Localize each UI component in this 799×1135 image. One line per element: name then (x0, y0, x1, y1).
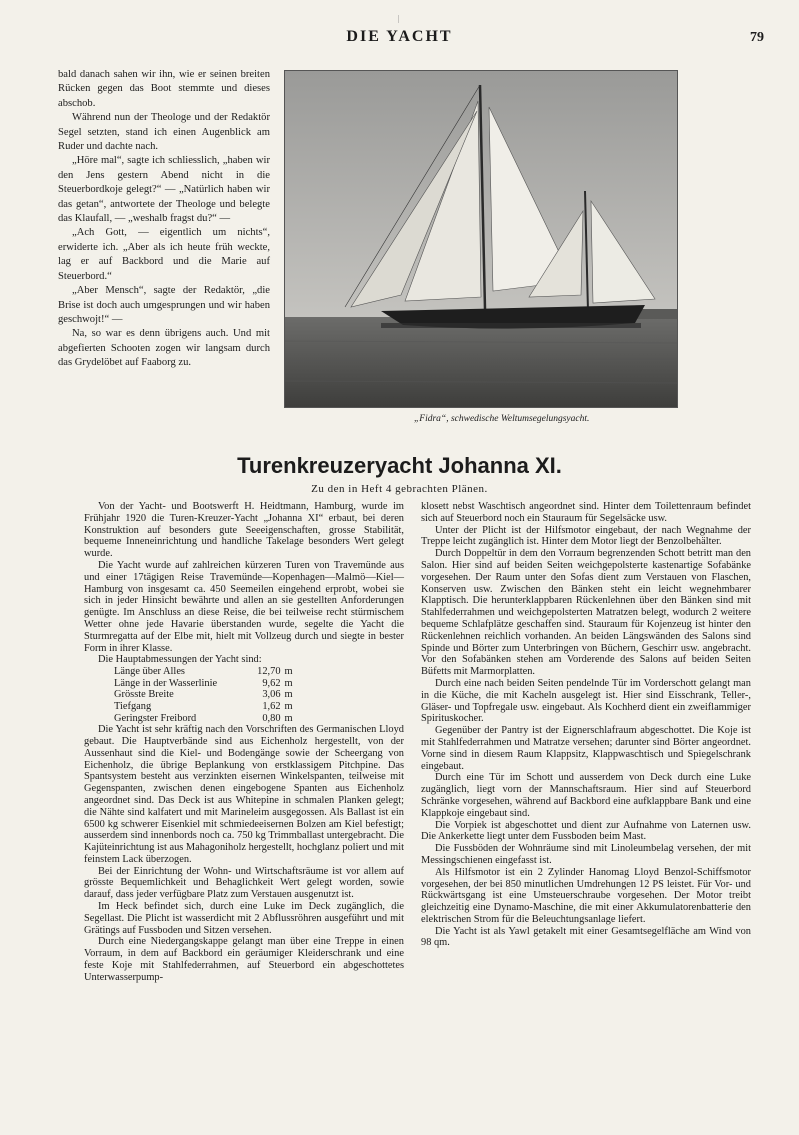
article-paragraph: Die Yacht ist als Yawl getakelt mit einer Gesamtsegelfläche am Wind von 98 qm. (421, 925, 751, 949)
dimension-label: Geringster Freibord (114, 712, 197, 724)
story-paragraph: „Aber Mensch“, sagte der Redaktör, „die Brise ist doch auch umgesprungen und wir haben geschwojt!“ — (58, 285, 270, 325)
yacht-photo (284, 70, 678, 408)
dimension-unit: m (284, 712, 293, 724)
yacht-photo-illustration (285, 71, 677, 407)
article-paragraph: Als Hilfsmotor ist ein 2 Zylinder Hanomag Lloyd Benzol-Schiffsmotor vorgesehen, der bei 850 minutlichen Umdrehungen 12 PS leistet. Für Vor- und Rückwärtsgang ist eine Umsteuerschraube vorgesehen. Der Motor treibt gleichzeitig eine Dynamo-Maschine, die mit einer Akkumulatorenbatterie den elektrischen Strom für die Beleuchtungsanlage liefert. (421, 866, 751, 925)
article-paragraph: Die Yacht wurde auf zahlreichen kürzeren Turen von Travemünde aus und einer 17tägigen Reise Travemünde—Kopenhagen—Malmö—Kiel—Hamburg von insgesamt ca. 450 Seemeilen eingehend erprobt, wobei sie sich in jeder Hinsicht bewährte und allen an sie gestellten Anforderungen genügte. Im Anschluss an diese Reise, die bei teilweise recht stürmischem Wetter ohne jede Havarie überstanden wurde, segelte die Yacht die Sturmregatta auf der Elbe mit, hielt mit Vollzeug durch und siegte in bester Form in ihrer Klasse. (84, 559, 404, 654)
page-number: 79 (750, 30, 764, 45)
dimension-label: Grösste Breite (114, 689, 174, 701)
table-row (114, 701, 293, 713)
article-paragraph: Gegenüber der Pantry ist der Eignerschlafraum abgeschottet. Die Koje ist mit Stahlfederrahmen und Matratze versehen; darunter sind Börter angeordnet. Vorne sind in diesem Raum Klappsitz, Klappwaschtisch und Spiegelschrank eingebaut. (421, 725, 751, 772)
article-paragraph: Die Yacht ist sehr kräftig nach den Vorschriften des Germanischen Lloyd gebaut. Die Hauptverbände sind aus Eichenholz hergestellt, von der Aussenhaut sind die Kiel- und Bodengänge sowie der Scheergang von Eichenholz, die übrige Beplankung von erstklassigem Pitchpine. Das Spantsystem besteht aus verzinkten eisernen Winkelspanten, teilweise mit Gegenspanten, zwischen denen eingebogene Spanten aus Eichenholz angeordnet sind. Das Deck ist aus Whitepine in schmalen Planken gelegt; die Nähte sind kalfatert und mit Marineleim ausgegossen. Als Ballast ist ein 6500 kg schwerer Eisenkiel mit schmiedeeisernen Bolzen am Kiel befestigt; ausserdem sind innenbords noch ca. 750 kg Trimmballast untergebracht. Die Kajüteinrichtung ist aus Mahagoniholz hergestellt, hochglanz poliert und mit feinstem Lack überzogen. (84, 724, 404, 865)
article-title: Turenkreuzeryacht Johanna XI. (237, 453, 562, 478)
photo-caption: „Fidra“, schwedische Weltumsegelungsyacht. (414, 414, 590, 424)
article-paragraph: Durch eine Niedergangskappe gelangt man über eine Treppe in einen Vorraum, in dem auf Backbord ein geräumiger Kleiderschrank und eine feste Koje mit Stahlfederrahmen, auf Steuerbord ein abgeschottetes Unterwasserpump- (84, 936, 404, 983)
article-paragraph: klosett nebst Waschtisch angeordnet sind. Hinter dem Toilettenraum befindet sich auf Steuerbord noch ein Stauraum für Segelsäcke usw. (421, 501, 751, 524)
page-mark: | (398, 14, 400, 23)
story-paragraph: „Höre mal“, sagte ich schliesslich, „haben wir den Jens gestern Abend nicht in die Steuerbordkoje gelegt?“ — „Natürlich haben wir das getan“, antwortete der Theologe und belegte das Klaufall, — „weshalb fragst du?“ — (58, 155, 270, 225)
article-paragraph: Die Fussböden der Wohnräume sind mit Linoleumbelag versehen, der mit Messingschienen eingefasst ist. (421, 843, 751, 866)
table-row (114, 666, 293, 678)
dimension-label: Länge über Alles (114, 666, 185, 678)
story-paragraph: bald danach sahen wir ihn, wie er seinen breiten Rücken gegen das Boot stemmte und dieses abschob. (58, 69, 270, 109)
story-paragraph: Na, so war es denn übrigens auch. Und mit abgefierten Schooten zogen wir langsam durch das Grydelöbet auf Faaborg zu. (58, 328, 270, 369)
table-row (114, 689, 293, 701)
article-paragraph: Durch eine nach beiden Seiten pendelnde Tür im Vorderschott gelangt man in die Küche, die mit Kacheln ausgelegt ist. Hier sind Eisschrank, Teller-, Gläser- und Topfregale usw. eingebaut. Als Kochherd dient ein zweiflammiger Spirituskocher. (421, 677, 751, 725)
dimension-unit: m (284, 666, 293, 678)
dimensions-table (114, 666, 293, 724)
article-column-left (84, 501, 404, 984)
article-paragraph: Durch eine Tür im Schott und ausserdem von Deck durch eine Luke zugänglich, liegt vorn der Mannschaftsraum. Hier sind auf Steuerbord Schränke vorgesehen, während auf Backbord eine aufklappbare Bank und eine Klappkoje eingebaut sind. (421, 772, 751, 819)
story-paragraph: „Ach Gott, — eigentlich um nichts“, erwiderte ich. „Aber als ich heute früh weckte, lag er auf Backbord und die Marie auf Steuerbord.“ (58, 227, 270, 282)
article-paragraph: Von der Yacht- und Bootswerft H. Heidtmann, Hamburg, wurde im Frühjahr 1920 die Turen-Kreuzer-Yacht „Johanna XI“ erbaut, bei deren Konstruktion auf besonders gute Seeeigenschaften, grosse Stabilität, bequeme Inneneinrichtung und handliche Takelage besonders Wert gelegt wurde. (84, 501, 404, 560)
running-header: DIE YACHT (346, 28, 453, 45)
dimension-value: 12,70 (257, 666, 281, 678)
story-continuation (58, 68, 270, 371)
dimension-unit: m (284, 677, 293, 689)
dimension-label: Länge in der Wasserlinie (114, 677, 218, 689)
article-paragraph: Durch Doppeltür in dem den Vorraum begrenzenden Schott betritt man den Salon. Hier sind auf beiden Seiten weichgepolsterte kastenartige Sofabänke vorgesehen. Der Raum unter den Sofas dient zum Verstauen von Flaschen, Konserven usw. Zwischen den Bänken steht ein leicht wegnehmbarer Klapptisch. Die herunterklappbaren Rückenlehnen über den Bänken sind mit Stahlfederrahmen und weichgepolsterten Matratzen belegt, wodurch 2 weitere bequeme Schlafplätze geschaffen sind. Stauraum für Kojenzeug ist hinter den Rückenlehnen reichlich vorhanden. An beiden Längswänden des Salons sind Spinde und Börter zum Unterbringen von Büchern, Geschirr usw. angebracht. Vor den Sofabänken stehen am Vorderende des Salons auf beiden Seiten Büfetts mit Marmorplatten. (421, 548, 751, 678)
dimension-value: 3,06 (262, 689, 281, 701)
article-paragraph: Die Vorpiek ist abgeschottet und dient zur Aufnahme von Laternen usw. Die Ankerkette liegt unter dem Fussboden beim Mast. (421, 819, 751, 843)
table-row (114, 713, 293, 725)
article-column-right (421, 501, 751, 949)
article-subtitle: Zu den in Heft 4 gebrachten Plänen. (311, 483, 488, 495)
article-paragraph: Im Heck befindet sich, durch eine Luke im Deck zugänglich, die Segellast. Die Plicht ist wasserdicht mit 2 Abflussröhren ausgeführt und mit Grätings auf Fussboden und Sitzen versehen. (84, 901, 404, 936)
dimension-label: Tiefgang (114, 700, 152, 712)
dimension-value: 0,80 (262, 712, 281, 724)
article-paragraph: Bei der Einrichtung der Wohn- und Wirtschaftsräume ist vor allem auf grösste Bequemlichkeit und Behaglichkeit Wert gelegt worden, sowie darauf, dass jeder verfügbare Platz zum Verstauen ausgenutzt ist. (84, 865, 404, 901)
article-paragraph: Die Hauptabmessungen der Yacht sind: (98, 654, 262, 666)
dimension-unit: m (284, 700, 293, 712)
dimension-value: 9,62 (262, 677, 281, 689)
dimension-value: 1,62 (262, 700, 281, 712)
dimension-unit: m (284, 689, 293, 701)
table-row (114, 678, 293, 690)
story-paragraph: Während nun der Theologe und der Redaktör Segel setzten, stand ich einen Augenblick am Ruder und dachte nach. (58, 112, 270, 153)
article-paragraph: Unter der Plicht ist der Hilfsmotor eingebaut, der nach Wegnahme der Treppe leicht zugänglich ist. Hinter dem Motor liegt der Benzolbehälter. (421, 524, 751, 548)
